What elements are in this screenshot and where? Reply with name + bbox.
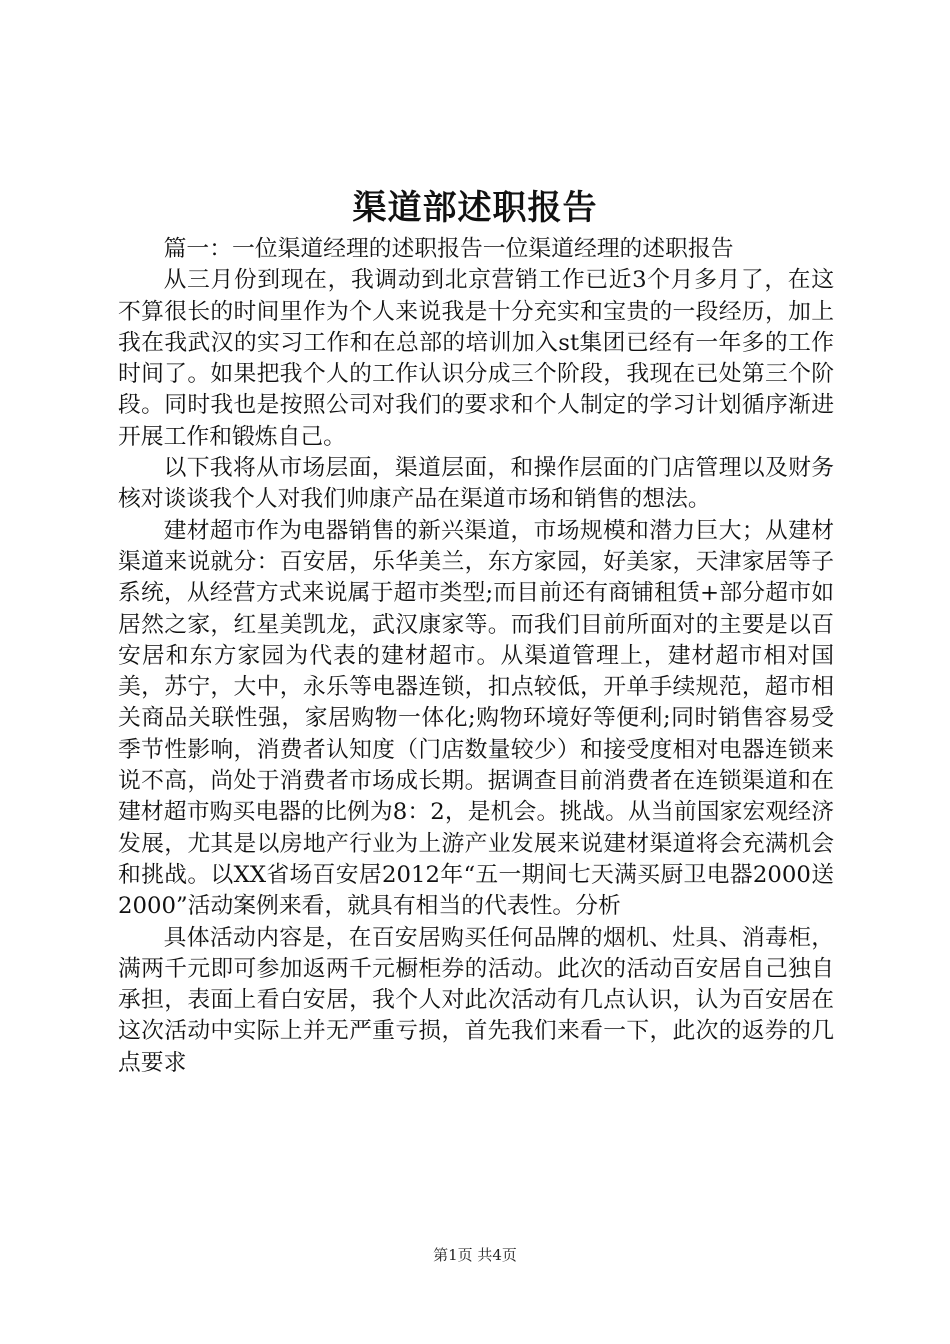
paragraph: 具体活动内容是，在百安居购买任何品牌的烟机、灶具、消毒柜，满两千元即可参加返两千元橱柜券的活动。此次的活动百安居自己独自承担，表面上看白安居，我个人对此次活动有几点认识，认为百安居在这次活动中实际上并无严重亏损，首先我们来看一下，此次的返券的几点要求 [118, 924, 834, 1076]
page-footer: 第1页 共4页 [433, 1246, 517, 1264]
paragraph: 从三月份到现在，我调动到北京营销工作已近3个月多月了，在这不算很长的时间里作为个人来说我是十分充实和宝贵的一段经历，加上我在我武汉的实习工作和在总部的培训加入st集团已经有一年多的工作时间了。如果把我个人的工作认识分成三个阶段，我现在已处第三个阶段。同时我也是按照公司对我们的要求和个人制定的学习计划循序渐进开展工作和锻炼自己。 [118, 267, 834, 450]
paragraph: 篇一：一位渠道经理的述职报告一位渠道经理的述职报告 [163, 236, 734, 262]
document-title: 渠道部述职报告 [352, 188, 598, 228]
paragraph: 以下我将从市场层面，渠道层面，和操作层面的门店管理以及财务核对谈谈我个人对我们帅康产品在渠道市场和销售的想法。 [118, 455, 834, 513]
paragraph: 建材超市作为电器销售的新兴渠道，市场规模和潜力巨大；从建材渠道来说就分：百安居，乐华美兰，东方家园，好美家，天津家居等子系统，从经营方式来说属于超市类型;而目前还有商铺租赁+部分超市如居然之家，红星美凯龙，武汉康家等。而我们目前所面对的主要是以百安居和东方家园为代表的建材超市。从渠道管理上，建材超市相对国美，苏宁，大中，永乐等电器连锁，扣点较低，开单手续规范，超市相关商品关联性强，家居购物一体化;购物环境好等便利;同时销售容易受季节性影响，消费者认知度（门店数量较少）和接受度相对电器连锁来说不高，尚处于消费者市场成长期。据调查目前消费者在连锁渠道和在建材超市购买电器的比例为8：2，是机会。挑战。从当前国家宏观经济发展，尤其是以房地产行业为上游产业发展来说建材渠道将会充满机会和挑战。以XX省场百安居2012年“五一期间七天满买厨卫电器2000送2000”活动案例来看，就具有相当的代表性。分析 [118, 517, 834, 920]
document-body [118, 234, 834, 1079]
